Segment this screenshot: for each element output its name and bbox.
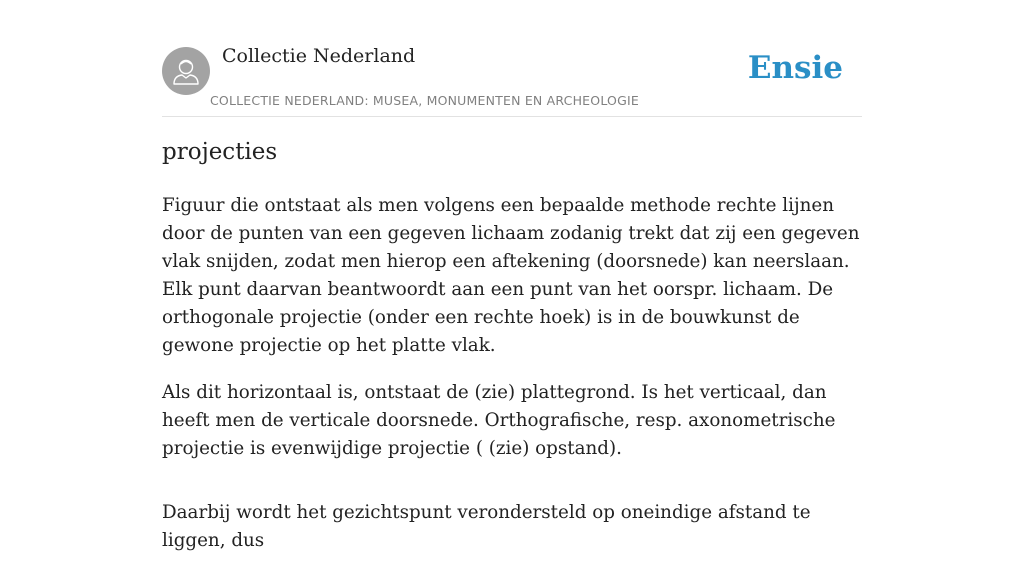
header [162, 0, 862, 117]
user-silhouette-icon [162, 47, 210, 95]
org-name-link[interactable]: Collectie Nederland [222, 45, 416, 67]
paragraph: Figuur die ontstaat als men volgens een bepaalde methode rechte lijnen door de punten van een gegeven lichaam zodanig trekt dat zij een gegeven vlak snijden, zodat men hierop een aftekening (doorsnede) kan neerslaan. Elk punt daarvan beantwoordt aan een punt van het oorspr. lichaam. De orthogonale projectie (onder een rechte hoek) is in de bouwkunst de gewone projectie op het platte vlak. [162, 195, 860, 356]
page-title: projecties [162, 139, 278, 165]
article-body [162, 192, 862, 574]
brand-logo[interactable]: Ensie [747, 50, 843, 86]
paragraph: Daarbij wordt het gezichtspunt verondersteld op oneindige afstand te liggen, dus [162, 502, 811, 551]
paragraph: Als dit horizontaal is, ontstaat de (zie) plattegrond. Is het verticaal, dan heeft men de verticale doorsnede. Orthografische, resp. axonometrische projectie is evenwijdige projectie ( (zie) opstand). [162, 382, 836, 459]
avatar[interactable] [162, 47, 210, 95]
org-subtitle-link[interactable]: COLLECTIE NEDERLAND: MUSEA, MONUMENTEN EN ARCHEOLOGIE [210, 93, 639, 108]
